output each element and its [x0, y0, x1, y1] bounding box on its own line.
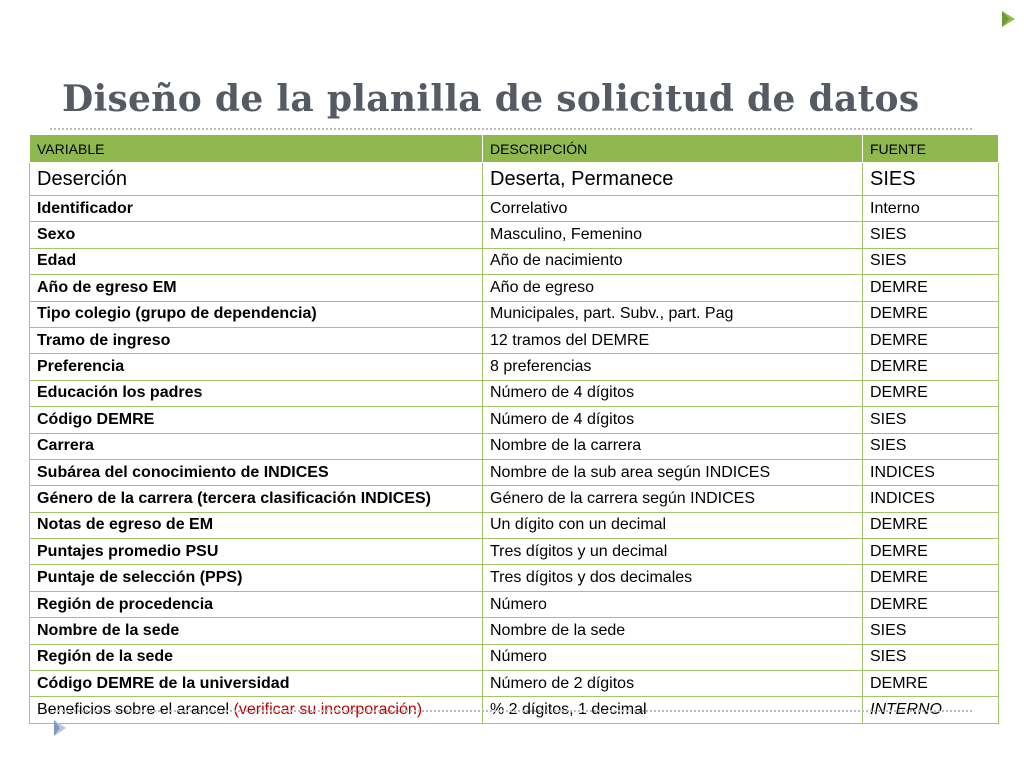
verification-note: (verificar su incorporación)	[233, 701, 423, 719]
cell-descripcion: Número de 4 dígitos	[483, 380, 863, 406]
cell-descripcion: Tres dígitos y un decimal	[483, 539, 863, 565]
cell-descripcion: Número	[483, 644, 863, 670]
cell-variable: Subárea del conocimiento de INDICES	[30, 459, 483, 485]
cell-fuente: DEMRE	[863, 301, 999, 327]
table-row	[30, 433, 999, 459]
cell-fuente: SIES	[863, 644, 999, 670]
table-row	[30, 301, 999, 327]
table-row	[30, 380, 999, 406]
cell-descripcion: Número	[483, 591, 863, 617]
cell-fuente: DEMRE	[863, 275, 999, 301]
cell-variable: Notas de egreso de EM	[30, 512, 483, 538]
cell-descripcion: Año de nacimiento	[483, 248, 863, 274]
table-row	[30, 591, 999, 617]
cell-descripcion: Nombre de la carrera	[483, 433, 863, 459]
cell-descripcion: Deserta, Permanece	[483, 163, 863, 196]
cell-variable: Género de la carrera (tercera clasificación INDICES)	[30, 486, 483, 512]
cell-variable: Código DEMRE de la universidad	[30, 671, 483, 697]
table-row	[30, 539, 999, 565]
column-header-descripcion: DESCRIPCIÓN	[483, 135, 863, 163]
table-row	[30, 327, 999, 353]
cell-fuente: SIES	[863, 433, 999, 459]
table-row	[30, 222, 999, 248]
table-row	[30, 248, 999, 274]
cell-variable: Nombre de la sede	[30, 618, 483, 644]
cell-descripcion: Correlativo	[483, 196, 863, 222]
cell-variable: Identificador	[30, 196, 483, 222]
table-header-row	[30, 135, 999, 163]
table-row	[30, 354, 999, 380]
cell-fuente: SIES	[863, 163, 999, 196]
table-row	[30, 196, 999, 222]
cell-variable: Tramo de ingreso	[30, 327, 483, 353]
cell-variable: Puntaje de selección (PPS)	[30, 565, 483, 591]
cell-variable: Sexo	[30, 222, 483, 248]
bottom-divider	[50, 710, 972, 712]
cell-descripcion: Un dígito con un decimal	[483, 512, 863, 538]
cell-variable: Carrera	[30, 433, 483, 459]
cell-fuente: DEMRE	[863, 565, 999, 591]
table-row	[30, 618, 999, 644]
cell-fuente: INDICES	[863, 486, 999, 512]
cell-descripcion: Municipales, part. Subv., part. Pag	[483, 301, 863, 327]
cell-descripcion: Nombre de la sede	[483, 618, 863, 644]
table-row	[30, 486, 999, 512]
cell-variable: Educación los padres	[30, 380, 483, 406]
cell-variable: Puntajes promedio PSU	[30, 539, 483, 565]
table-row	[30, 644, 999, 670]
cell-descripcion: Nombre de la sub area según INDICES	[483, 459, 863, 485]
cell-fuente: SIES	[863, 618, 999, 644]
cell-descripcion: Masculino, Femenino	[483, 222, 863, 248]
table-row	[30, 459, 999, 485]
cell-variable: Código DEMRE	[30, 407, 483, 433]
column-header-fuente: FUENTE	[863, 135, 999, 163]
cell-fuente: DEMRE	[863, 512, 999, 538]
cell-variable: Preferencia	[30, 354, 483, 380]
cell-fuente: DEMRE	[863, 354, 999, 380]
table-row	[30, 512, 999, 538]
title-divider	[50, 128, 972, 130]
leaf-triangle-icon	[1000, 10, 1016, 28]
cell-descripcion: % 2 dígitos, 1 decimal	[483, 697, 863, 723]
table-row	[30, 565, 999, 591]
cell-descripcion: Tres dígitos y dos decimales	[483, 565, 863, 591]
cell-fuente: SIES	[863, 222, 999, 248]
cell-fuente: DEMRE	[863, 539, 999, 565]
cell-descripcion: Número de 4 dígitos	[483, 407, 863, 433]
page-title: Diseño de la planilla de solicitud de datos	[62, 78, 920, 120]
table-row	[30, 671, 999, 697]
cell-variable: Deserción	[30, 163, 483, 196]
cell-fuente: DEMRE	[863, 327, 999, 353]
cell-descripcion: Género de la carrera según INDICES	[483, 486, 863, 512]
cell-variable: Año de egreso EM	[30, 275, 483, 301]
cell-descripcion: 12 tramos del DEMRE	[483, 327, 863, 353]
table-row	[30, 275, 999, 301]
cell-fuente: SIES	[863, 407, 999, 433]
cell-fuente: DEMRE	[863, 380, 999, 406]
arrow-bullet-icon	[52, 718, 68, 738]
cell-descripcion: Año de egreso	[483, 275, 863, 301]
column-header-variable: VARIABLE	[30, 135, 483, 163]
cell-descripcion: 8 preferencias	[483, 354, 863, 380]
variable-text: Beneficios sobre el arancel	[37, 701, 234, 719]
cell-variable: Región de procedencia	[30, 591, 483, 617]
cell-descripcion: Número de 2 dígitos	[483, 671, 863, 697]
cell-fuente: INTERNO	[863, 697, 999, 723]
cell-variable: Región de la sede	[30, 644, 483, 670]
cell-variable: Tipo colegio (grupo de dependencia)	[30, 301, 483, 327]
cell-fuente: DEMRE	[863, 671, 999, 697]
main-variable-row	[30, 163, 999, 196]
cell-fuente: INDICES	[863, 459, 999, 485]
data-request-table	[29, 134, 999, 724]
cell-fuente: Interno	[863, 196, 999, 222]
cell-fuente: SIES	[863, 248, 999, 274]
table-row	[30, 407, 999, 433]
cell-fuente: DEMRE	[863, 591, 999, 617]
cell-variable: Edad	[30, 248, 483, 274]
